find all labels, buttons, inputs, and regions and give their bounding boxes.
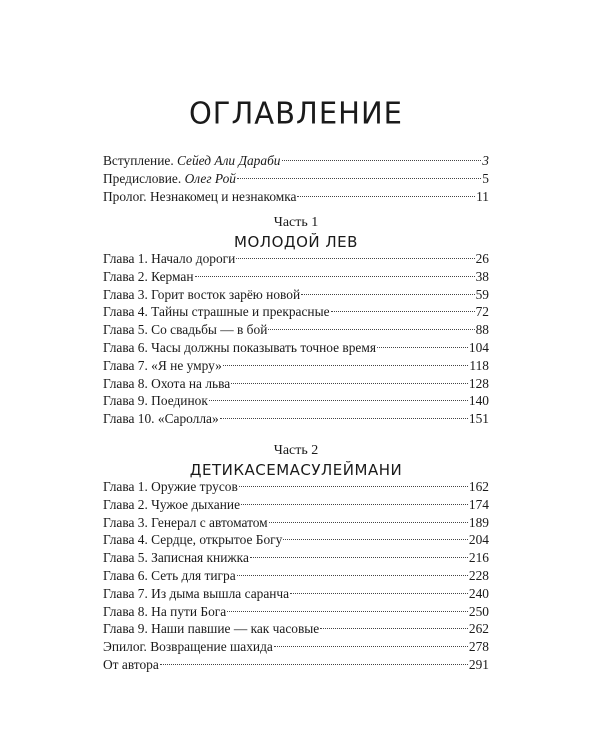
entry-label: Глава 2. Чужое дыхание	[103, 496, 241, 512]
toc-entry[interactable]	[103, 478, 489, 496]
entry-page-number: 228	[468, 567, 489, 583]
toc-entry[interactable]	[103, 286, 489, 304]
part-1-entries	[103, 250, 489, 428]
entry-page-number: 104	[468, 339, 489, 355]
dot-leader	[268, 329, 474, 330]
dot-leader	[320, 628, 468, 629]
entry-page-number: 162	[468, 479, 489, 494]
toc-entry[interactable]	[103, 268, 489, 286]
entry-page-number: 240	[468, 585, 489, 601]
intro-entries	[103, 152, 489, 205]
toc-entry[interactable]	[103, 567, 489, 585]
dot-leader	[220, 418, 468, 419]
dot-leader	[274, 646, 468, 647]
dot-leader	[195, 276, 475, 277]
entry-page-number: 38	[475, 268, 489, 284]
entry-label: Глава 3. Генерал с автоматом	[103, 514, 268, 530]
dot-leader	[290, 593, 468, 594]
entry-label: Глава 9. Наши павшие — как часовые	[103, 621, 320, 637]
entry-page-number: 216	[468, 550, 489, 566]
toc-entry-epilogue[interactable]	[103, 638, 489, 656]
toc-entry[interactable]	[103, 603, 489, 621]
entry-label: Глава 8. На пути Бога	[103, 603, 227, 619]
part-label: Часть 2	[273, 443, 319, 458]
part-2-header	[103, 442, 489, 480]
dot-leader	[241, 504, 468, 505]
toc-entry[interactable]	[103, 410, 489, 428]
dot-leader	[301, 294, 474, 295]
entry-page-number: 262	[468, 621, 489, 637]
entry-page-number: 3	[482, 153, 489, 168]
dot-leader	[160, 664, 468, 665]
entry-page-number: 118	[469, 357, 489, 373]
toc-entry[interactable]	[103, 585, 489, 603]
toc-entry-introduction[interactable]	[103, 152, 489, 170]
toc-entry-preface[interactable]	[103, 170, 489, 188]
entry-page-number: 291	[468, 656, 489, 672]
entry-label: Глава 4. Тайны страшные и прекрасные	[103, 304, 330, 320]
part-title: МОЛОДОЙ ЛЕВ	[234, 233, 358, 251]
part-1-header	[103, 214, 489, 252]
entry-page-number: 11	[476, 188, 489, 204]
entry-label: Глава 3. Горит восток зарёю новой	[103, 286, 301, 302]
entry-label: Глава 4. Сердце, открытое Богу	[103, 532, 283, 548]
toc-entry-prologue[interactable]	[103, 188, 489, 206]
dot-leader	[269, 522, 468, 523]
toc-entry[interactable]	[103, 620, 489, 638]
entry-page-number: 250	[468, 603, 489, 619]
entry-label: Глава 7. «Я не умру»	[103, 357, 222, 373]
entry-page-number: 174	[468, 496, 489, 512]
dot-leader	[236, 258, 474, 259]
entry-page-number: 189	[468, 514, 489, 530]
entry-label: Эпилог. Возвращение шахида	[103, 639, 273, 655]
part-label: Часть 1	[273, 215, 319, 230]
entry-label: Глава 10. «Саролла»	[103, 411, 219, 427]
entry-label: Глава 1. Оружие трусов	[103, 479, 238, 494]
toc-title: ОГЛАВЛЕНИЕ	[188, 95, 403, 131]
toc-entry[interactable]	[103, 392, 489, 410]
part-title: ДЕТИКАСЕМАСУЛЕЙМАНИ	[189, 461, 403, 479]
entry-page-number: 151	[468, 411, 489, 427]
entry-page-number: 59	[475, 286, 489, 302]
entry-label: Глава 1. Начало дороги	[103, 251, 236, 266]
entry-page-number: 204	[468, 532, 489, 548]
toc-entry[interactable]	[103, 250, 489, 268]
dot-leader	[231, 383, 468, 384]
toc-entry[interactable]	[103, 375, 489, 393]
entry-label: Глава 5. Записная книжка	[103, 550, 249, 566]
dot-leader	[223, 365, 469, 366]
toc-entry[interactable]	[103, 339, 489, 357]
entry-label: Вступление.	[103, 153, 178, 168]
entry-label: Глава 2. Керман	[103, 268, 194, 284]
dot-leader	[237, 178, 481, 179]
dot-leader	[209, 400, 468, 401]
dot-leader	[377, 347, 468, 348]
toc-entry[interactable]	[103, 303, 489, 321]
toc-entry[interactable]	[103, 321, 489, 339]
entry-page-number: 88	[475, 322, 489, 338]
dot-leader	[227, 611, 468, 612]
entry-label: Глава 8. Охота на льва	[103, 375, 231, 391]
entry-label: Пролог. Незнакомец и незнакомка	[103, 188, 297, 204]
dot-leader	[239, 486, 468, 487]
dot-leader	[283, 539, 468, 540]
toc-entry[interactable]	[103, 357, 489, 375]
dot-leader	[297, 196, 475, 197]
entry-page-number: 278	[468, 639, 489, 655]
entry-label: Глава 9. Поединок	[103, 393, 208, 409]
entry-author: Сейед Али Дараби	[177, 153, 281, 168]
entry-label: От автора	[103, 656, 159, 672]
dot-leader	[282, 160, 482, 161]
entry-page-number: 5	[482, 170, 489, 186]
toc-entry[interactable]	[103, 531, 489, 549]
entry-page-number: 72	[475, 304, 489, 320]
entry-page-number: 128	[468, 375, 489, 391]
toc-entry[interactable]	[103, 514, 489, 532]
entry-label: Глава 7. Из дыма вышла саранча	[103, 585, 290, 601]
entry-label: Глава 6. Часы должны показывать точное время	[103, 339, 377, 355]
part-2-entries	[103, 478, 489, 674]
entry-label: Глава 6. Сеть для тигра	[103, 567, 236, 583]
toc-entry-afterword[interactable]	[103, 656, 489, 674]
entry-page-number: 26	[475, 251, 489, 266]
dot-leader	[250, 557, 468, 558]
entry-page-number: 140	[468, 393, 489, 409]
toc-entry[interactable]	[103, 496, 489, 514]
toc-entry[interactable]	[103, 549, 489, 567]
entry-label: Глава 5. Со свадьбы — в бой	[103, 322, 268, 338]
entry-label: Предисловие.	[103, 170, 185, 186]
entry-author: Олег Рой	[184, 170, 237, 186]
dot-leader	[237, 575, 468, 576]
dot-leader	[331, 311, 475, 312]
